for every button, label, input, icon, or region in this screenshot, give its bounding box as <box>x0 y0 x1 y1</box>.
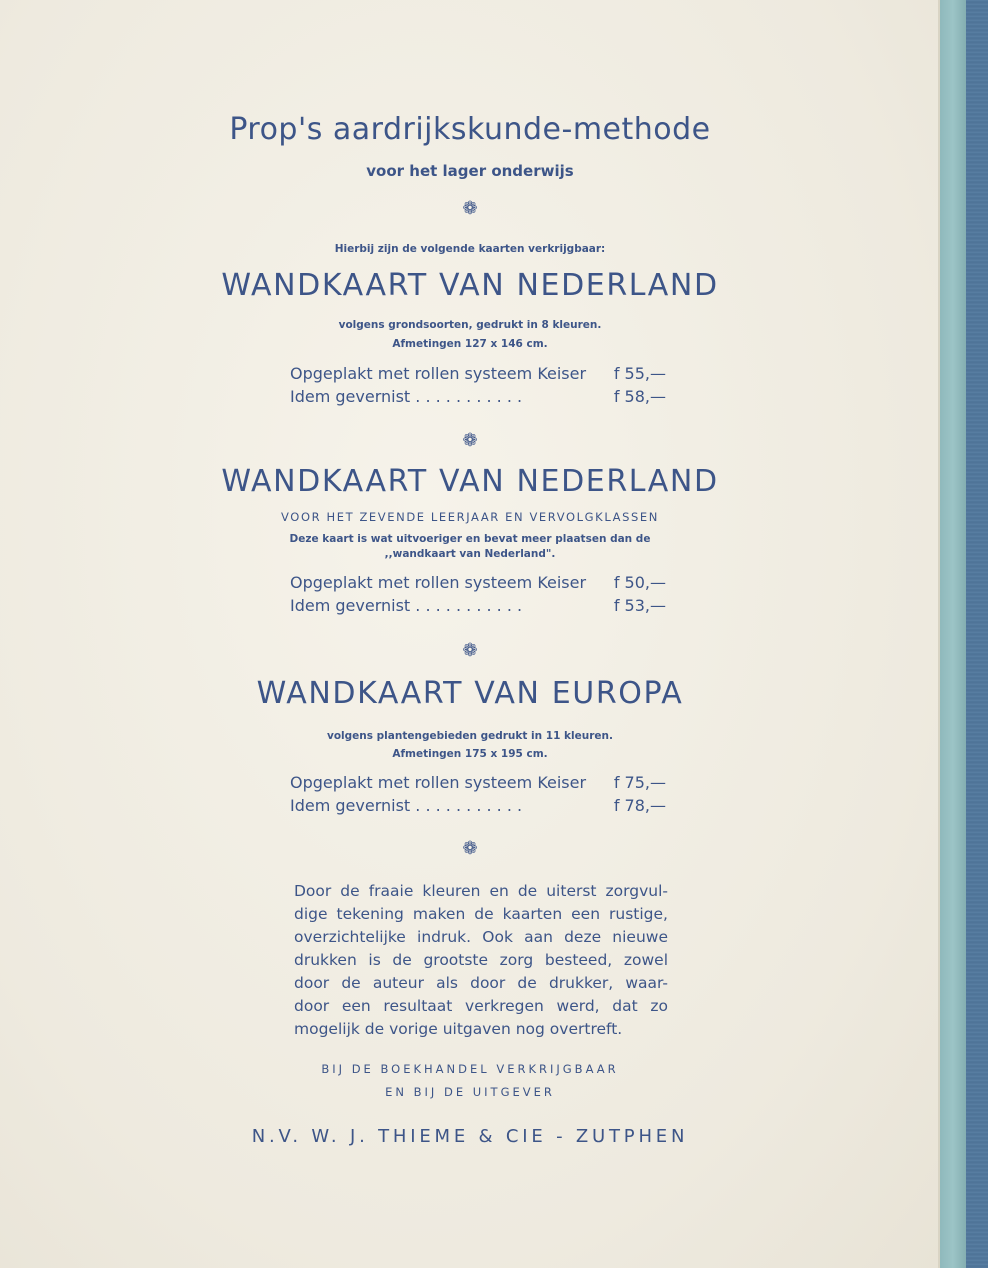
product-3-price-row-2 <box>290 796 666 815</box>
leaf-ornament-icon: ❁ <box>462 838 478 859</box>
product-2-price-row-2 <box>290 596 666 615</box>
product-3-desc-2: Afmetingen 175 x 195 cm. <box>392 748 548 760</box>
price-value: f 58,— <box>613 387 666 406</box>
leaf-ornament-icon: ❁ <box>462 198 478 219</box>
page-title: Prop's aardrijkskunde-methode <box>229 112 711 147</box>
product-3-desc-1: volgens plantengebieden gedrukt in 11 kleuren. <box>326 730 613 742</box>
product-1-desc-2: Afmetingen 127 x 146 cm. <box>392 338 548 350</box>
leaf-ornament-icon: ❁ <box>462 640 478 661</box>
price-value: f 55,— <box>613 364 666 383</box>
product-2-desc-1: Deze kaart is wat uitvoeriger en bevat meer plaatsen dan de <box>289 533 651 545</box>
intro-text: Hierbij zijn de volgende kaarten verkrijgbaar: <box>334 243 606 255</box>
price-value: f 75,— <box>613 773 666 792</box>
product-1-heading: WANDKAART VAN NEDERLAND <box>221 268 719 303</box>
product-2-price-row-1 <box>290 573 666 592</box>
body-line: door de auteur als door de drukker, waar- <box>294 974 668 992</box>
footer-line-1: BIJ DE BOEKHANDEL VERKRIJGBAAR <box>321 1062 619 1076</box>
product-3-price-row-1 <box>290 773 666 792</box>
product-2-caps: VOOR HET ZEVENDE LEERJAAR EN VERVOLGKLASSEN <box>281 510 659 524</box>
product-1-desc-1: volgens grondsoorten, gedrukt in 8 kleuren. <box>338 319 602 331</box>
product-2-heading: WANDKAART VAN NEDERLAND <box>221 464 719 499</box>
spine-teal-strip <box>940 0 966 1268</box>
body-line: drukken is de grootste zorg besteed, zowel <box>294 951 668 969</box>
page-subtitle: voor het lager onderwijs <box>366 162 574 180</box>
price-label: Idem gevernist . . . . . . . . . . . <box>290 796 523 815</box>
body-line: mogelijk de vorige uitgaven nog overtreft. <box>294 1020 623 1038</box>
price-label: Opgeplakt met rollen systeem Keiser <box>290 773 587 792</box>
leaf-ornament-icon: ❁ <box>462 430 478 451</box>
publisher-name: N.V. W. J. THIEME & CIE - ZUTPHEN <box>251 1126 689 1147</box>
price-value: f 78,— <box>613 796 666 815</box>
product-3-heading: WANDKAART VAN EUROPA <box>256 676 684 711</box>
product-2-desc-2: ,,wandkaart van Nederland". <box>384 548 556 560</box>
price-value: f 53,— <box>613 596 666 615</box>
product-1-price-row-1 <box>290 364 666 383</box>
footer-line-2: EN BIJ DE UITGEVER <box>385 1085 555 1099</box>
price-label: Idem gevernist . . . . . . . . . . . <box>290 387 523 406</box>
product-1-price-row-2 <box>290 387 666 406</box>
body-line: dige tekening maken de kaarten een rustige, <box>294 905 668 923</box>
price-label: Idem gevernist . . . . . . . . . . . <box>290 596 523 615</box>
price-label: Opgeplakt met rollen systeem Keiser <box>290 573 587 592</box>
spine-cloth <box>966 0 988 1268</box>
body-line: door een resultaat verkregen werd, dat zo <box>294 997 668 1015</box>
price-value: f 50,— <box>613 573 666 592</box>
body-paragraph <box>294 880 668 1041</box>
body-line: overzichtelijke indruk. Ook aan deze nieuwe <box>294 928 668 946</box>
price-label: Opgeplakt met rollen systeem Keiser <box>290 364 587 383</box>
body-line: Door de fraaie kleuren en de uiterst zorgvul- <box>294 882 668 900</box>
